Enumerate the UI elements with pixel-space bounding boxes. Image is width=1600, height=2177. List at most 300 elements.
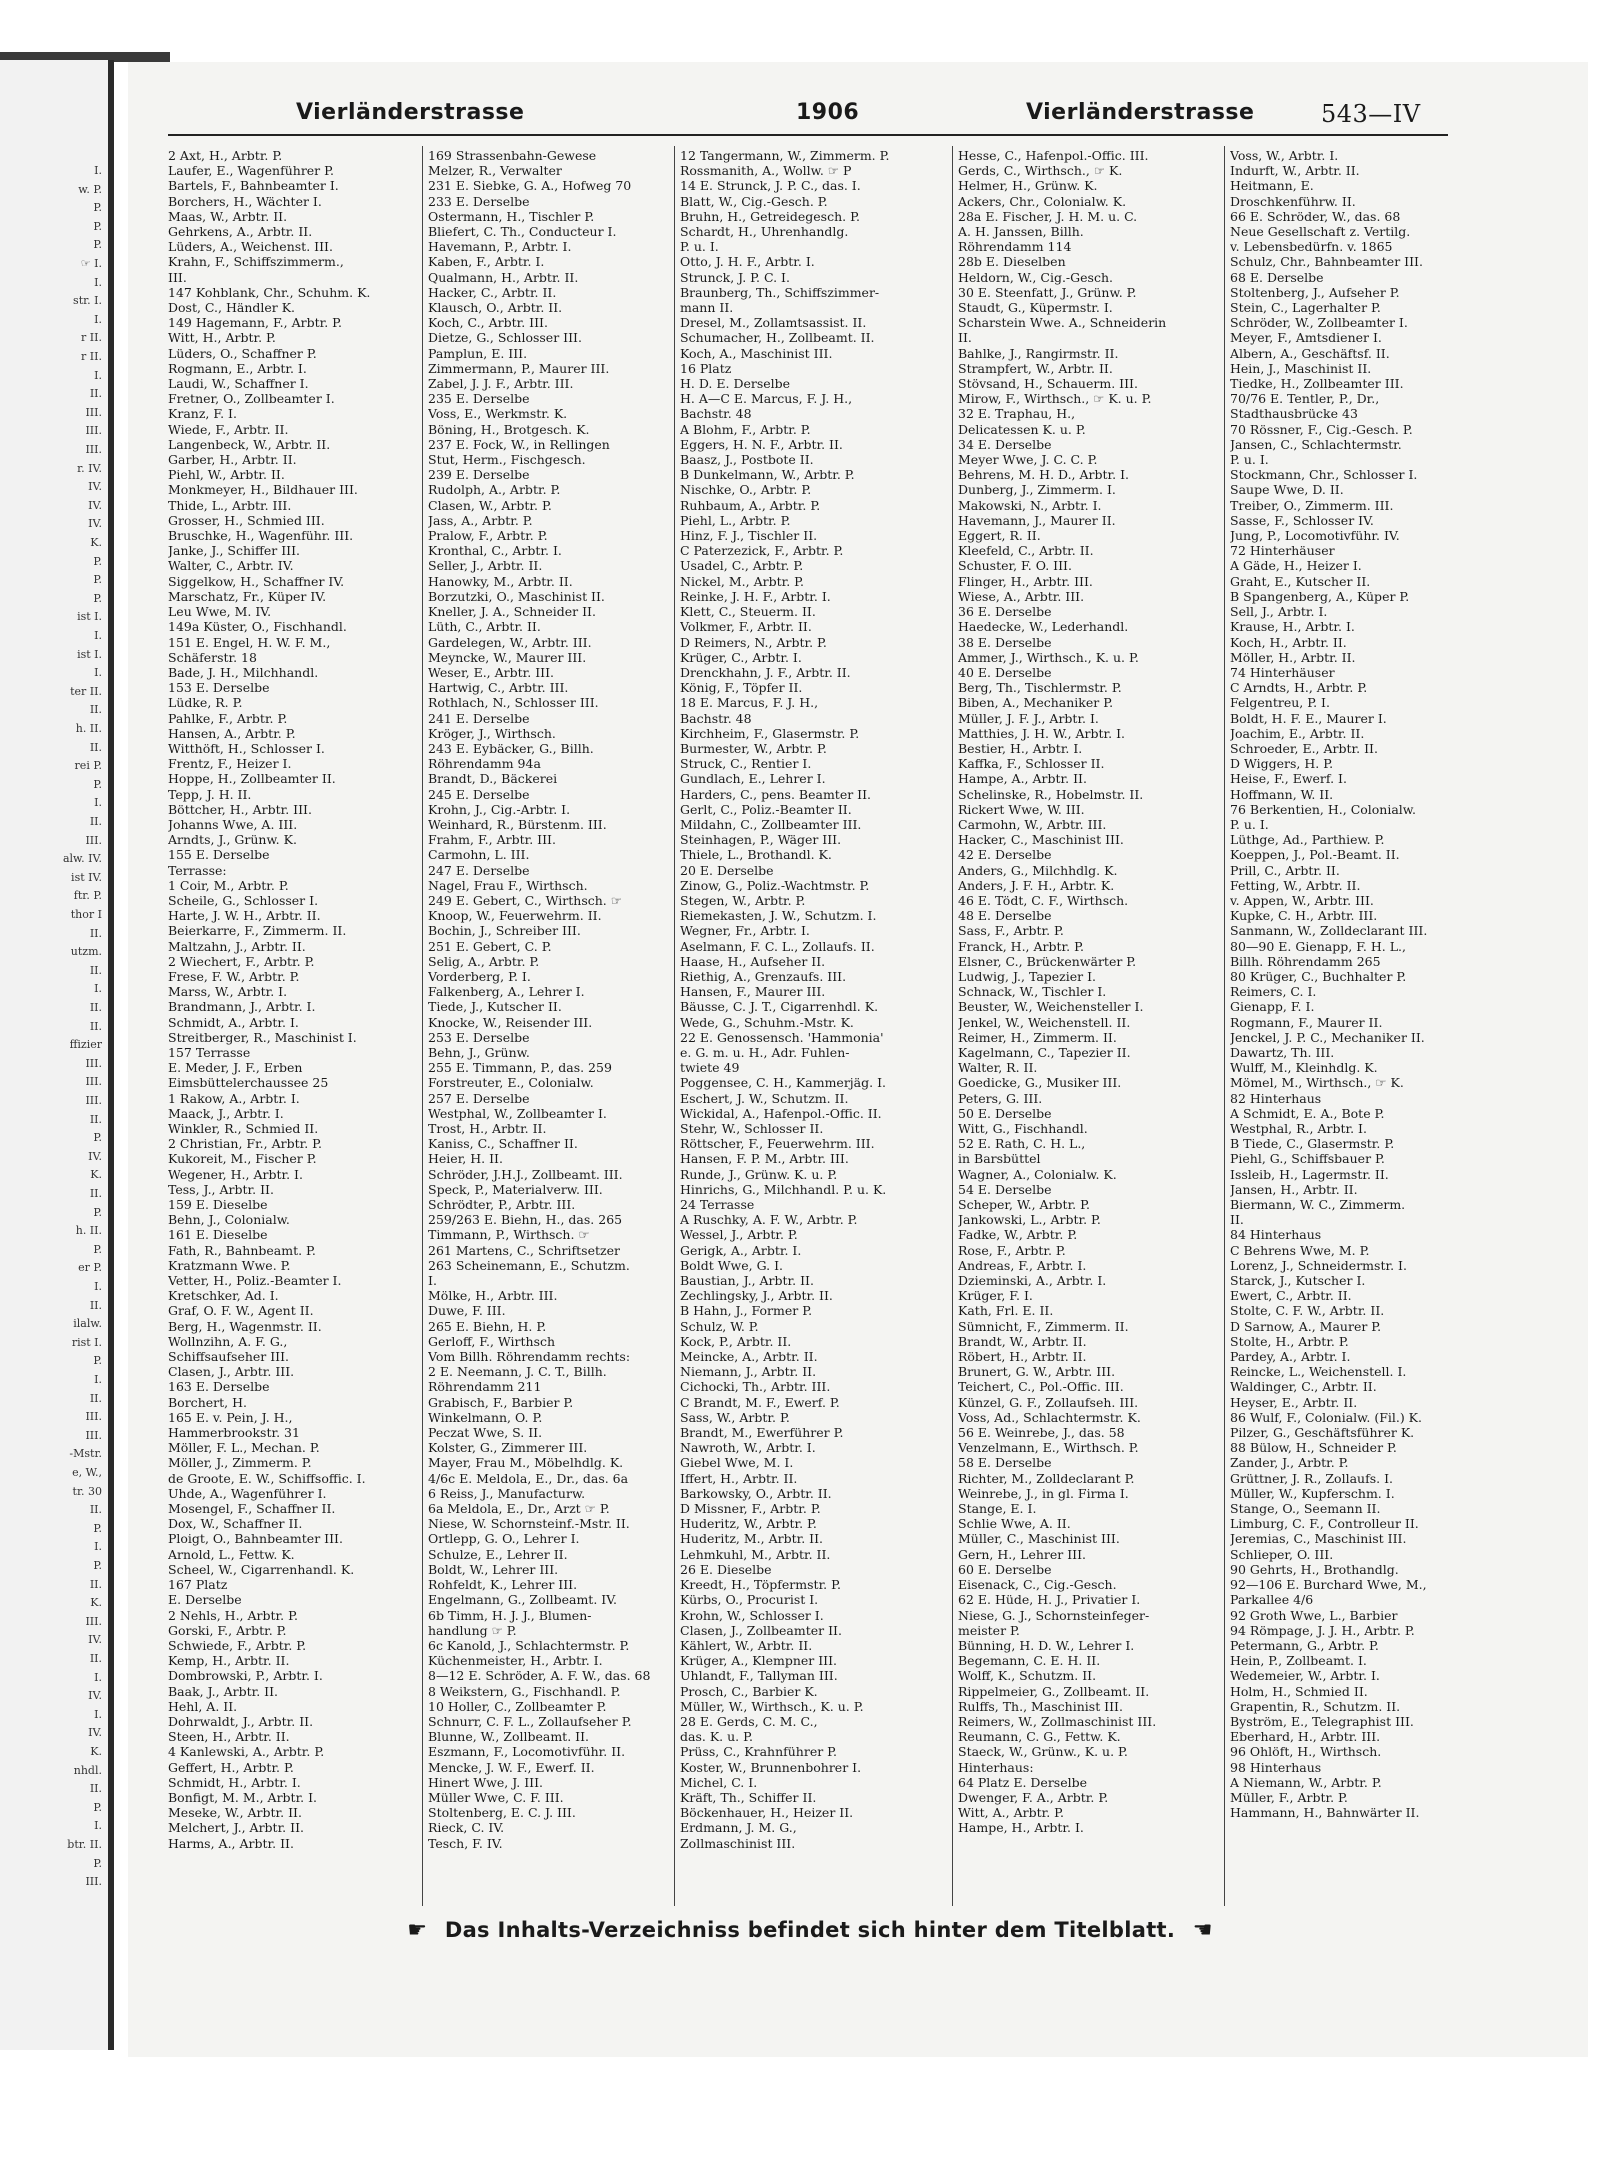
- directory-entry: Wolff, K., Schutzm. II.: [958, 1668, 1097, 1684]
- directory-entry: Röhrendamm 114: [958, 239, 1072, 255]
- directory-entry: Trost, H., Arbtr. II.: [428, 1121, 547, 1136]
- directory-entry: 90 Gehrts, H., Brothandlg.: [1230, 1561, 1399, 1577]
- directory-entry: Hesse, C., Hafenpol.-Offic. III.: [958, 148, 1149, 163]
- directory-entry: Fath, R., Bahnbeamt. P.: [168, 1242, 316, 1258]
- directory-entry: Hinert Wwe, J. III.: [428, 1774, 543, 1790]
- column-divider: [674, 146, 675, 1906]
- directory-entry: Haedecke, W., Lederhandl.: [958, 619, 1129, 635]
- margin-fragment: I.: [94, 275, 102, 289]
- directory-entry: Ortlepp, G. O., Lehrer I.: [428, 1531, 580, 1547]
- directory-entry: Drenckhahn, J. F., Arbtr. II.: [680, 664, 851, 680]
- directory-entry: Nawroth, W., Arbtr. I.: [680, 1440, 816, 1456]
- directory-entry: Haase, H., Aufseher II.: [680, 953, 826, 969]
- directory-entry: Scheper, W., Arbtr. P.: [958, 1197, 1090, 1213]
- directory-entry: Geffert, H., Arbtr. P.: [168, 1759, 294, 1775]
- directory-entry: Prill, C., Arbtr. II.: [1230, 862, 1340, 878]
- directory-entry: Rippelmeier, G., Zollbeamt. II.: [958, 1683, 1150, 1699]
- directory-entry: mann II.: [680, 300, 734, 316]
- directory-entry: Gardelegen, W., Arbtr. III.: [428, 634, 592, 650]
- directory-entry: Pamplun, E. III.: [428, 345, 528, 361]
- directory-entry: Langenbeck, W., Arbtr. II.: [168, 436, 331, 452]
- directory-entry: Gerds, C., Wirthsch., ☞ K.: [958, 163, 1123, 179]
- directory-entry: 28a E. Fischer, J. H. M. u. C.: [958, 208, 1138, 224]
- directory-entry: Struck, C., Rentier I.: [680, 756, 812, 772]
- margin-fragment: III.: [85, 405, 102, 419]
- directory-entry: Böning, H., Brotgesch. K.: [428, 421, 590, 437]
- margin-fragment: P.: [93, 554, 102, 568]
- directory-entry: das. K. u. P.: [680, 1729, 753, 1745]
- margin-fragment: II.: [89, 740, 102, 754]
- directory-entry: 163 E. Derselbe: [168, 1379, 270, 1395]
- margin-fragment: II.: [89, 1019, 102, 1033]
- directory-entry: Heyser, E., Arbtr. II.: [1230, 1394, 1358, 1410]
- column-divider: [1224, 146, 1225, 1906]
- directory-entry: Reimer, H., Zimmerm. II.: [958, 1029, 1117, 1045]
- directory-entry: H. A—C E. Marcus, F. J. H.,: [680, 391, 853, 407]
- directory-entry: Müller, J. F. J., Arbtr. I.: [958, 710, 1099, 726]
- margin-fragment: I.: [94, 368, 102, 382]
- directory-entry: Siggelkow, H., Schaffner IV.: [168, 573, 345, 589]
- directory-entry: Künzel, G. F., Zollaufseh. III.: [958, 1394, 1139, 1410]
- directory-entry: Stein, C., Lagerhalter P.: [1230, 300, 1381, 316]
- directory-entry: Grabisch, F., Barbier P.: [428, 1394, 574, 1410]
- directory-entry: Terrasse:: [168, 862, 227, 878]
- directory-entry: Hinrichs, G., Milchhandl. P. u. K.: [680, 1181, 887, 1197]
- directory-entry: Böckenhauer, H., Heizer II.: [680, 1805, 854, 1821]
- directory-entry: Krüger, C., Arbtr. I.: [680, 649, 802, 665]
- directory-entry: Klett, C., Steuerm. II.: [680, 604, 816, 620]
- directory-entry: Niese, W. Schornsteinf.-Mstr. II.: [428, 1516, 630, 1532]
- directory-entry: Sümnicht, F., Zimmerm. II.: [958, 1318, 1129, 1334]
- directory-entry: Schulze, E., Lehrer II.: [428, 1546, 568, 1562]
- directory-entry: Rickert Wwe, W. III.: [958, 801, 1085, 817]
- directory-entry: Issleib, H., Lagermstr. II.: [1230, 1166, 1389, 1182]
- directory-entry: Kretschker, Ad. I.: [168, 1288, 279, 1304]
- directory-entry: twiete 49: [680, 1060, 740, 1076]
- directory-entry: Hampe, A., Arbtr. II.: [958, 771, 1087, 787]
- directory-entry: Strunck, J. P. C. I.: [680, 269, 790, 285]
- directory-entry: Bahlke, J., Rangirmstr. II.: [958, 345, 1119, 361]
- margin-fragment: tr. 30: [72, 1484, 102, 1498]
- directory-entry: 10 Holler, C., Zollbeamter P.: [428, 1698, 607, 1714]
- column-divider: [422, 146, 423, 1906]
- directory-entry: 8—12 E. Schröder, A. F. W., das. 68: [428, 1668, 651, 1684]
- margin-fragment: III.: [85, 833, 102, 847]
- directory-entry: Tepp, J. H. II.: [168, 786, 252, 802]
- directory-entry: Ploigt, O., Bahnbeamter III.: [168, 1531, 343, 1547]
- directory-entry: Billh. Röhrendamm 265: [1230, 953, 1381, 969]
- directory-entry: Carmohn, L. III.: [428, 847, 530, 863]
- margin-fragment: P.: [93, 1131, 102, 1145]
- directory-entry: Brandt, M., Ewerführer P.: [680, 1425, 844, 1441]
- margin-fragment: w. P.: [78, 182, 102, 196]
- directory-entry: Riemekasten, J. W., Schutzm. I.: [680, 908, 877, 924]
- directory-entry: Walter, C., Arbtr. IV.: [168, 558, 294, 574]
- directory-entry: 159 E. Dieselbe: [168, 1197, 268, 1213]
- directory-entry: Eisenack, C., Cig.-Gesch.: [958, 1577, 1117, 1593]
- margin-fragment: r. IV.: [77, 461, 102, 475]
- directory-entry: 1 Coir, M., Arbtr. P.: [168, 877, 289, 893]
- directory-entry: Anders, J. F. H., Arbtr. K.: [958, 877, 1115, 893]
- directory-entry: Stegen, W., Arbtr. P.: [680, 892, 806, 908]
- directory-entry: Stehr, W., Schlosser II.: [680, 1121, 824, 1136]
- directory-entry: Uhlandt, F., Tallyman III.: [680, 1668, 838, 1684]
- directory-entry: Kupke, C. H., Arbtr. III.: [1230, 908, 1378, 924]
- directory-entry: v. Lebensbedürfn. v. 1865: [1230, 239, 1393, 255]
- directory-entry: Laufer, E., Wagenführer P.: [168, 163, 334, 179]
- directory-entry: Frentz, F., Heizer I.: [168, 756, 292, 772]
- directory-entry: Runde, J., Grünw. K. u. P.: [680, 1166, 838, 1182]
- directory-entry: Staudt, G., Küpermstr. I.: [958, 300, 1113, 316]
- directory-entry: Beierkarre, F., Zimmerm. II.: [168, 923, 347, 939]
- directory-entry: Holm, H., Schmied II.: [1230, 1683, 1368, 1699]
- directory-entry: Jenkel, W., Weichenstell. II.: [958, 1014, 1131, 1030]
- directory-entry: 243 E. Eybäcker, G., Billh.: [428, 740, 594, 756]
- directory-entry: B Dunkelmann, W., Arbtr. P.: [680, 467, 855, 483]
- directory-entry: 32 E. Traphau, H.,: [958, 406, 1076, 422]
- directory-entry: H. D. E. Derselbe: [680, 376, 791, 392]
- directory-entry: Wede, G., Schuhm.-Mstr. K.: [680, 1014, 854, 1030]
- directory-entry: Beuster, W., Weichensteller I.: [958, 999, 1144, 1015]
- directory-entry: Harms, A., Arbtr. II.: [168, 1835, 294, 1851]
- directory-entry: 80 Krüger, C., Buchhalter P.: [1230, 968, 1407, 984]
- directory-entry: Maas, W., Arbtr. II.: [168, 208, 288, 224]
- directory-entry: Kröger, J., Wirthsch.: [428, 725, 556, 741]
- margin-fragment: III.: [85, 1428, 102, 1442]
- directory-entry: Tiede, J., Kutscher II.: [428, 999, 562, 1015]
- directory-entry: Rogmann, E., Arbtr. I.: [168, 360, 307, 376]
- directory-entry: Maltzahn, J., Arbtr. II.: [168, 938, 306, 954]
- directory-entry: Eimsbüttelerchaussee 25: [168, 1075, 329, 1091]
- directory-entry: Teichert, C., Pol.-Offic. III.: [958, 1379, 1124, 1395]
- directory-entry: Zechlingsky, J., Arbtr. II.: [680, 1288, 833, 1304]
- directory-entry: Krüger, A., Klempner III.: [680, 1653, 838, 1669]
- directory-entry: 16 Platz: [680, 360, 732, 376]
- directory-entry: Carmohn, W., Arbtr. III.: [958, 816, 1107, 832]
- margin-fragment: P.: [93, 1856, 102, 1870]
- directory-entry: Lüdke, R. P.: [168, 695, 243, 711]
- directory-entry: 94 Römpage, J. J. H., Arbtr. P.: [1230, 1622, 1415, 1638]
- pointing-hand-left-icon: ☛: [407, 1918, 428, 1943]
- directory-entry: Koster, W., Brunnenbohrer I.: [680, 1759, 862, 1775]
- directory-entry: Reinke, J. H. F., Arbtr. I.: [680, 588, 831, 604]
- margin-fragment: I.: [94, 796, 102, 810]
- directory-entry: 40 E. Derselbe: [958, 664, 1052, 680]
- directory-entry: Müller, W., Kupferschm. I.: [1230, 1485, 1395, 1501]
- directory-entry: Wollnzihn, A. F. G.,: [168, 1333, 288, 1349]
- directory-entry: 12 Tangermann, W., Zimmerm. P.: [680, 148, 890, 163]
- directory-entry: Usadel, C., Arbtr. P.: [680, 558, 804, 574]
- directory-entry: Borchert, H.: [168, 1394, 247, 1410]
- directory-entry: Hacker, C., Maschinist III.: [958, 832, 1124, 848]
- directory-entry: 60 E. Derselbe: [958, 1561, 1052, 1577]
- margin-fragment: I.: [94, 1540, 102, 1554]
- directory-entry: Tess, J., Arbtr. II.: [168, 1181, 274, 1197]
- directory-entry: 251 E. Gebert, C. P.: [428, 938, 552, 954]
- directory-entry: Melchert, J., Arbtr. II.: [168, 1820, 304, 1836]
- margin-fragment: IV.: [88, 517, 102, 531]
- directory-entry: 6b Timm, H. J. J., Blumen-: [428, 1607, 592, 1623]
- directory-entry: 48 E. Derselbe: [958, 908, 1052, 924]
- directory-entry: Gerigk, A., Arbtr. I.: [680, 1242, 802, 1258]
- directory-entry: Baak, J., Arbtr. II.: [168, 1683, 278, 1699]
- directory-entry: Stoltenberg, E. C. J. III.: [428, 1805, 576, 1821]
- directory-entry: 155 E. Derselbe: [168, 847, 270, 863]
- directory-entry: Nischke, O., Arbtr. P.: [680, 482, 812, 498]
- directory-entry: P. u. I.: [1230, 452, 1269, 468]
- directory-entry: Schmidt, H., Arbtr. I.: [168, 1774, 301, 1790]
- directory-entry: Lorenz, J., Schneidermstr. I.: [1230, 1257, 1407, 1273]
- directory-entry: Steinhagen, P., Wäger III.: [680, 832, 842, 848]
- directory-entry: Gerlt, C., Poliz.-Beamter II.: [680, 801, 852, 817]
- directory-entry: Koeppen, J., Pol.-Beamt. II.: [1230, 847, 1400, 863]
- directory-entry: 30 E. Steenfatt, J., Grünw. P.: [958, 284, 1137, 300]
- directory-entry: e. G. m. u. H., Adr. Fuhlen-: [680, 1044, 850, 1060]
- directory-entry: 70 Rössner, F., Cig.-Gesch. P.: [1230, 421, 1413, 437]
- directory-entry: Matthies, J. H. W., Arbtr. I.: [958, 725, 1126, 741]
- margin-fragment: I.: [94, 1280, 102, 1293]
- directory-entry: Jansen, H., Arbtr. II.: [1230, 1181, 1358, 1197]
- directory-entry: Möller, F. L., Mechan. P.: [168, 1440, 320, 1456]
- directory-entry: Meyer, F., Amtsdiener I.: [1230, 330, 1382, 346]
- directory-entry: Grosser, H., Schmied III.: [168, 512, 325, 528]
- directory-entry: Knocke, W., Reisender III.: [428, 1014, 593, 1030]
- directory-entry: Schumacher, H., Zollbeamt. II.: [680, 330, 875, 346]
- margin-fragment: II.: [89, 1652, 102, 1665]
- directory-entry: Grüttner, J. R., Zollaufs. I.: [1230, 1470, 1393, 1486]
- directory-entry: 255 E. Timmann, P., das. 259: [428, 1060, 612, 1076]
- directory-entry: Havemann, P., Arbtr. I.: [428, 239, 572, 255]
- directory-entry: A Ruschky, A. F. W., Arbtr. P.: [680, 1212, 858, 1228]
- directory-entry: König, F., Töpfer II.: [680, 680, 803, 696]
- directory-entry: Pralow, F., Arbtr. P.: [428, 528, 548, 544]
- directory-entry: 38 E. Derselbe: [958, 634, 1052, 650]
- directory-entry: C Paterzezick, F., Arbtr. P.: [680, 543, 844, 559]
- directory-entry: 24 Terrasse: [680, 1197, 755, 1213]
- directory-entry: 82 Hinterhaus: [1230, 1090, 1322, 1106]
- directory-entry: Peczat Wwe, S. II.: [428, 1425, 543, 1441]
- margin-fragment: ☞ I.: [80, 257, 102, 270]
- margin-fragment: P.: [93, 1354, 102, 1368]
- directory-entry: Rohfeldt, K., Lehrer III.: [428, 1577, 578, 1593]
- directory-entry: Ostermann, H., Tischler P.: [428, 208, 595, 224]
- directory-entry: Rothlach, N., Schlosser III.: [428, 695, 599, 711]
- margin-fragment: II.: [89, 815, 102, 828]
- directory-entry: Waldinger, C., Arbtr. II.: [1230, 1379, 1377, 1395]
- directory-entry: Andreas, F., Arbtr. I.: [958, 1257, 1087, 1273]
- directory-entry: Speck, P., Materialverw. III.: [428, 1181, 603, 1197]
- directory-entry: Wulff, M., Kleinhdlg. K.: [1230, 1060, 1378, 1076]
- directory-entry: Voss, Ad., Schlachtermstr. K.: [958, 1409, 1141, 1425]
- margin-fragment: I.: [94, 1819, 102, 1833]
- directory-entry: Cichocki, Th., Arbtr. III.: [680, 1379, 831, 1395]
- directory-entry: Stolte, C. F. W., Arbtr. II.: [1230, 1303, 1385, 1319]
- directory-entry: Sass, W., Arbtr. P.: [680, 1409, 790, 1425]
- directory-entry: Pardey, A., Arbtr. I.: [1230, 1349, 1351, 1365]
- directory-entry: Lüthge, Ad., Parthiew. P.: [1230, 832, 1385, 848]
- directory-entry: Piehl, L., Arbtr. P.: [680, 512, 791, 528]
- directory-entry: Reumann, C. G., Fettw. K.: [958, 1729, 1121, 1745]
- directory-entry: Dawartz, Th. III.: [1230, 1044, 1335, 1060]
- directory-entry: Lüders, O., Schaffner P.: [168, 345, 317, 361]
- directory-entry: 235 E. Derselbe: [428, 391, 530, 407]
- directory-entry: 62 E. Hüde, H. J., Privatier I.: [958, 1592, 1141, 1608]
- directory-entry: Seller, J., Arbtr. II.: [428, 558, 543, 574]
- directory-entry: Scheile, G., Schlosser I.: [168, 892, 319, 908]
- directory-entry: Röbert, H., Arbtr. II.: [958, 1349, 1087, 1365]
- directory-entry: Mayer, Frau M., Möbelhdlg. K.: [428, 1455, 624, 1471]
- directory-entry: Reimers, W., Zollmaschinist III.: [958, 1713, 1157, 1729]
- margin-fragment: P.: [93, 219, 102, 233]
- directory-entry: Anders, G., Milchhdlg. K.: [958, 862, 1118, 878]
- directory-entry: Engelmann, G., Zollbeamt. IV.: [428, 1592, 618, 1608]
- directory-entry: 28b E. Dieselben: [958, 254, 1066, 270]
- directory-entry: Forstreuter, E., Colonialw.: [428, 1075, 594, 1091]
- directory-entry: Aselmann, F. C. L., Zollaufs. II.: [680, 938, 875, 954]
- directory-entry: Hein, J., Maschinist II.: [1230, 360, 1372, 376]
- directory-entry: Niemann, J., Arbtr. II.: [680, 1364, 817, 1380]
- directory-entry: A Gäde, H., Heizer I.: [1230, 558, 1362, 574]
- directory-entry: Brandt, W., Arbtr. II.: [958, 1333, 1087, 1349]
- directory-entry: Sanmann, W., Zolldeclarant III.: [1230, 923, 1428, 939]
- margin-fragment: II.: [89, 963, 102, 977]
- margin-fragment: nhdl.: [73, 1763, 102, 1777]
- margin-fragment: IV.: [88, 1726, 102, 1740]
- directory-entry: Ruhbaum, A., Arbtr. P.: [680, 497, 821, 513]
- directory-entry: Weinrebe, J., in gl. Firma I.: [958, 1485, 1129, 1501]
- margin-fragment: h. II.: [75, 1224, 102, 1238]
- column-divider: [952, 146, 953, 1906]
- directory-entry: in Barsbüttel: [958, 1151, 1041, 1167]
- directory-entry: Winkler, R., Schmied II.: [168, 1121, 319, 1136]
- directory-entry: Voss, W., Arbtr. I.: [1230, 148, 1339, 163]
- margin-fragment: II.: [89, 926, 102, 940]
- directory-entry: Iffert, H., Arbtr. II.: [680, 1470, 798, 1486]
- directory-entry: Koch, A., Maschinist III.: [680, 345, 833, 361]
- directory-entry: Eggert, R. II.: [958, 528, 1041, 544]
- directory-entry: 265 E. Biehn, H. P.: [428, 1318, 547, 1334]
- directory-entry: Behrens, M. H. D., Arbtr. I.: [958, 467, 1129, 483]
- margin-fragment: II.: [89, 387, 102, 401]
- directory-entry: Blatt, W., Cig.-Gesch. P.: [680, 193, 828, 209]
- directory-entry: Böttcher, H., Arbtr. III.: [168, 801, 312, 817]
- directory-entry: Braunberg, Th., Schiffszimmer-: [680, 284, 880, 300]
- margin-fragment: ilalw.: [73, 1317, 102, 1331]
- directory-entry: Venzelmann, E., Wirthsch. P.: [958, 1440, 1139, 1456]
- directory-entry: III.: [168, 269, 187, 285]
- directory-entry: Kaniss, C., Schaffner II.: [428, 1136, 578, 1152]
- directory-entry: Lehmkuhl, M., Arbtr. II.: [680, 1546, 831, 1562]
- directory-entry: Rogmann, F., Maurer II.: [1230, 1014, 1383, 1030]
- margin-fragment: str. I.: [73, 294, 102, 308]
- directory-entry: Stadthausbrücke 43: [1230, 406, 1358, 422]
- margin-fragment: IV.: [88, 480, 102, 494]
- margin-fragment: K.: [90, 1745, 102, 1758]
- directory-entry: Burmester, W., Arbtr. P.: [680, 740, 827, 756]
- column-4: [958, 148, 1198, 1898]
- margin-fragment: r II.: [81, 350, 102, 363]
- directory-entry: Kleefeld, C., Arbtr. II.: [958, 543, 1094, 559]
- directory-entry: Kath, Frl. E. II.: [958, 1303, 1054, 1319]
- directory-entry: Monkmeyer, H., Bildhauer III.: [168, 482, 358, 498]
- margin-fragment: P.: [93, 1205, 102, 1219]
- column-5: [1230, 148, 1450, 1898]
- directory-entry: A Blohm, F., Arbtr. P.: [680, 421, 811, 437]
- directory-entry: Uhde, A., Wagenführer I.: [168, 1485, 327, 1501]
- margin-fragment: IV.: [88, 1689, 102, 1703]
- directory-entry: Eberhard, H., Arbtr. III.: [1230, 1729, 1381, 1745]
- directory-entry: Kirchheim, F., Glasermstr. P.: [680, 725, 860, 741]
- directory-entry: Hoppe, H., Zollbeamter II.: [168, 771, 336, 787]
- margin-fragment: III.: [85, 1075, 102, 1089]
- directory-entry: Wickidal, A., Hafenpol.-Offic. II.: [680, 1105, 882, 1121]
- directory-entry: de Groote, E. W., Schiffsoffic. I.: [168, 1470, 366, 1486]
- margin-fragment: II.: [89, 1391, 102, 1405]
- directory-entry: C Arndts, H., Arbtr. P.: [1230, 680, 1368, 696]
- directory-entry: Hanowky, M., Arbtr. II.: [428, 573, 573, 589]
- directory-entry: Mömel, M., Wirthsch., ☞ K.: [1230, 1075, 1404, 1091]
- directory-entry: Krause, H., Arbtr. I.: [1230, 619, 1355, 635]
- margin-fragment: I.: [94, 1670, 102, 1684]
- directory-entry: Kronthal, C., Arbtr. I.: [428, 543, 562, 559]
- directory-entry: Schlieper, O. III.: [1230, 1546, 1334, 1562]
- margin-fragment: I.: [94, 1707, 102, 1721]
- header-rule: [168, 134, 1448, 136]
- margin-fragment: III.: [85, 1614, 102, 1628]
- directory-entry: Otto, J. H. F., Arbtr. I.: [680, 254, 815, 270]
- directory-entry: Blunne, W., Zollbeamt. II.: [428, 1729, 589, 1745]
- directory-entry: Falkenberg, A., Lehrer I.: [428, 984, 585, 1000]
- directory-entry: Stolte, H., Arbtr. P.: [1230, 1333, 1349, 1349]
- directory-entry: Kock, P., Arbtr. II.: [680, 1333, 792, 1349]
- directory-entry: Schrödter, P., Arbtr. III.: [428, 1197, 576, 1213]
- directory-entry: Rose, F., Arbtr. P.: [958, 1242, 1066, 1258]
- directory-entry: Kemp, H., Arbtr. II.: [168, 1653, 290, 1669]
- margin-fragment: -Mstr.: [69, 1447, 102, 1461]
- margin-fragment: ist I.: [77, 610, 102, 624]
- directory-entry: Hacker, C., Arbtr. II.: [428, 284, 557, 300]
- margin-fragment: ffizier: [69, 1038, 102, 1052]
- directory-entry: 261 Martens, C., Schriftsetzer: [428, 1242, 620, 1258]
- directory-entry: Ackers, Chr., Colonialw. K.: [958, 193, 1127, 209]
- directory-entry: Hammerbrookstr. 31: [168, 1425, 300, 1441]
- directory-entry: Weinhard, R., Bürstenm. III.: [428, 816, 607, 832]
- directory-entry: Harders, C., pens. Beamter II.: [680, 786, 872, 802]
- directory-entry: Flinger, H., Arbtr. III.: [958, 573, 1093, 589]
- directory-entry: Stockmann, Chr., Schlosser I.: [1230, 467, 1418, 483]
- directory-entry: Riethig, A., Grenzaufs. III.: [680, 968, 847, 984]
- directory-entry: Bliefert, C. Th., Conducteur I.: [428, 224, 617, 240]
- directory-entry: Witt, H., Arbtr. P.: [168, 330, 276, 346]
- directory-entry: Schnack, W., Tischler I.: [958, 984, 1107, 1000]
- directory-entry: 263 Scheinemann, E., Schutzm.: [428, 1257, 630, 1273]
- directory-entry: Lüders, A., Weichenst. III.: [168, 239, 333, 255]
- directory-entry: 245 E. Derselbe: [428, 786, 530, 802]
- directory-entry: Erdmann, J. M. G.,: [680, 1820, 797, 1836]
- directory-entry: Eschert, J. W., Schutzm. II.: [680, 1090, 849, 1106]
- margin-fragment: P.: [93, 591, 102, 605]
- page-number: 543—IV: [1321, 100, 1421, 128]
- footer-note: [160, 1918, 1460, 1943]
- directory-entry: Kranz, F. I.: [168, 406, 237, 422]
- directory-entry: 42 E. Derselbe: [958, 847, 1052, 863]
- directory-entry: Brunert, G. W., Arbtr. III.: [958, 1364, 1116, 1380]
- directory-entry: Schelinske, R., Hobelmstr. II.: [958, 786, 1144, 802]
- directory-entry: Vorderberg, P. I.: [428, 968, 531, 984]
- directory-entry: Bartels, F., Bahnbeamter I.: [168, 178, 339, 194]
- directory-entry: Peters, G. III.: [958, 1090, 1043, 1106]
- directory-entry: Rieck, C. IV.: [428, 1820, 505, 1836]
